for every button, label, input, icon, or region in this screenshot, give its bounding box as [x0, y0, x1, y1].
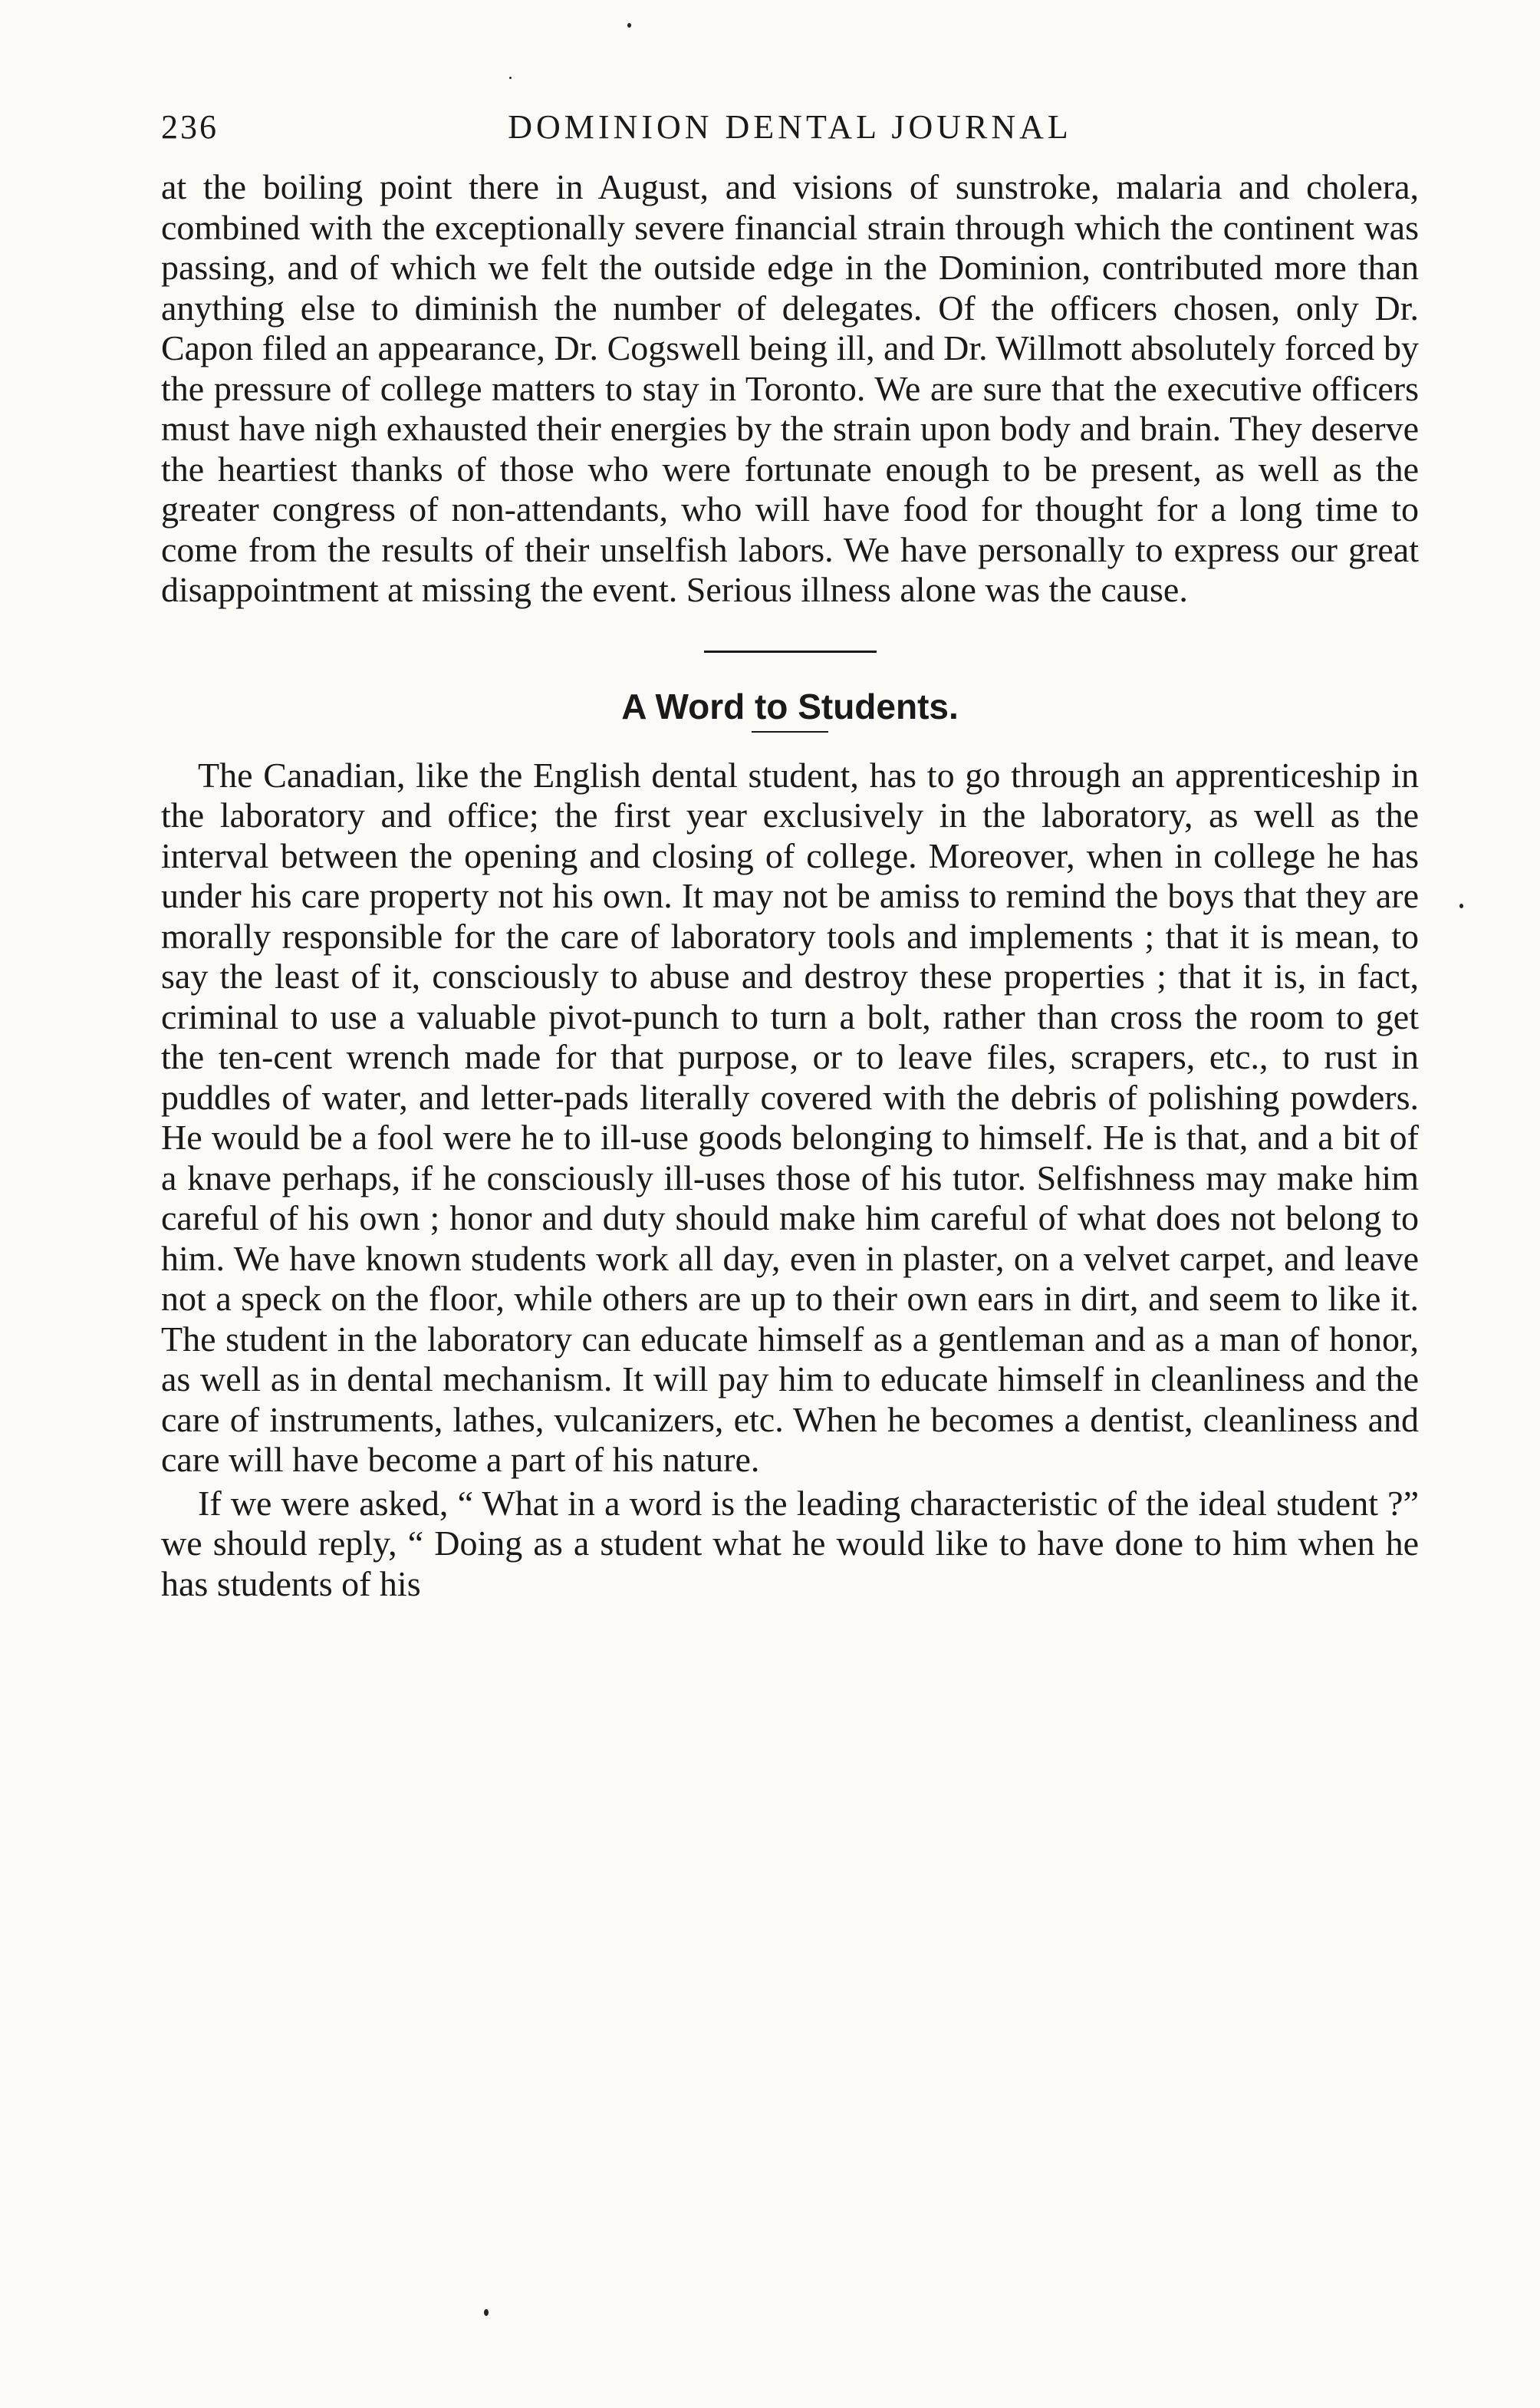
ink-speck [509, 77, 512, 79]
page [161, 107, 1419, 1604]
page-number: 236 [161, 108, 219, 146]
heading-underline-mark [752, 731, 828, 733]
ink-speck [1459, 904, 1463, 908]
ink-speck [627, 23, 631, 28]
section-heading: A Word to Students. [621, 686, 959, 726]
body-paragraph-2: If we were asked, “ What in a word is the leading characteristic of the ideal student ?” we should reply, “ Doing as a student what he would like to have done to him when he has students of his [161, 1483, 1419, 1603]
continuation-paragraph: at the boiling point there in August, and visions of sunstroke, malaria and cholera, combined with the exceptionally severe financial strain through which the continent was passing, and of which we felt the outside edge in the Dominion, contributed more than anything else to diminish the number of delegates. Of the officers chosen, only Dr. Capon filed an appearance, Dr. Cogswell being ill, and Dr. Willmott absolutely forced by the pressure of college matters to stay in Toronto. We are sure that the executive officers must have nigh exhausted their energies by the strain upon body and brain. They deserve the heartiest thanks of those who were fortunate enough to be present, as well as the greater congress of non-attendants, who will have food for thought for a long time to come from the results of their unselfish labors. We have personally to express our great disappointment at missing the event. Serious illness alone was the cause. [161, 167, 1419, 609]
journal-title: DOMINION DENTAL JOURNAL [508, 108, 1072, 146]
ink-speck [484, 2309, 489, 2316]
running-head [161, 107, 1419, 161]
body-paragraph-1: The Canadian, like the English dental student, has to go through an apprenticeship in the laboratory and office; the first year exclusively in the laboratory, as well as the interval between the opening and closing of college. Moreover, when in college he has under his care property not his own. It may not be amiss to remind the boys that they are morally responsible for the care of laboratory tools and implements ; that it is mean, to say the least of it, consciously to abuse and destroy these properties ; that it is, in fact, criminal to use a valuable pivot-punch to turn a bolt, rather than cross the room to get the ten-cent wrench made for that purpose, or to leave files, scrapers, etc., to rust in puddles of water, and letter-pads literally covered with the debris of polishing powders. He would be a fool were he to ill-use goods belonging to himself. He is that, and a bit of a knave perhaps, if he consciously ill-uses those of his tutor. Selfishness may make him careful of his own ; honor and duty should make him careful of what does not belong to him. We have known students work all day, even in plaster, on a velvet carpet, and leave not a speck on the floor, while others are up to their own ears in dirt, and seem to like it. The student in the laboratory can educate himself as a gentleman and as a man of honor, as well as in dental mechanism. It will pay him to educate himself in cleanliness and the care of instruments, lathes, vulcanizers, etc. When he becomes a dentist, cleanliness and care will have become a part of his nature. [161, 755, 1419, 1479]
section-divider-rule [704, 651, 877, 653]
